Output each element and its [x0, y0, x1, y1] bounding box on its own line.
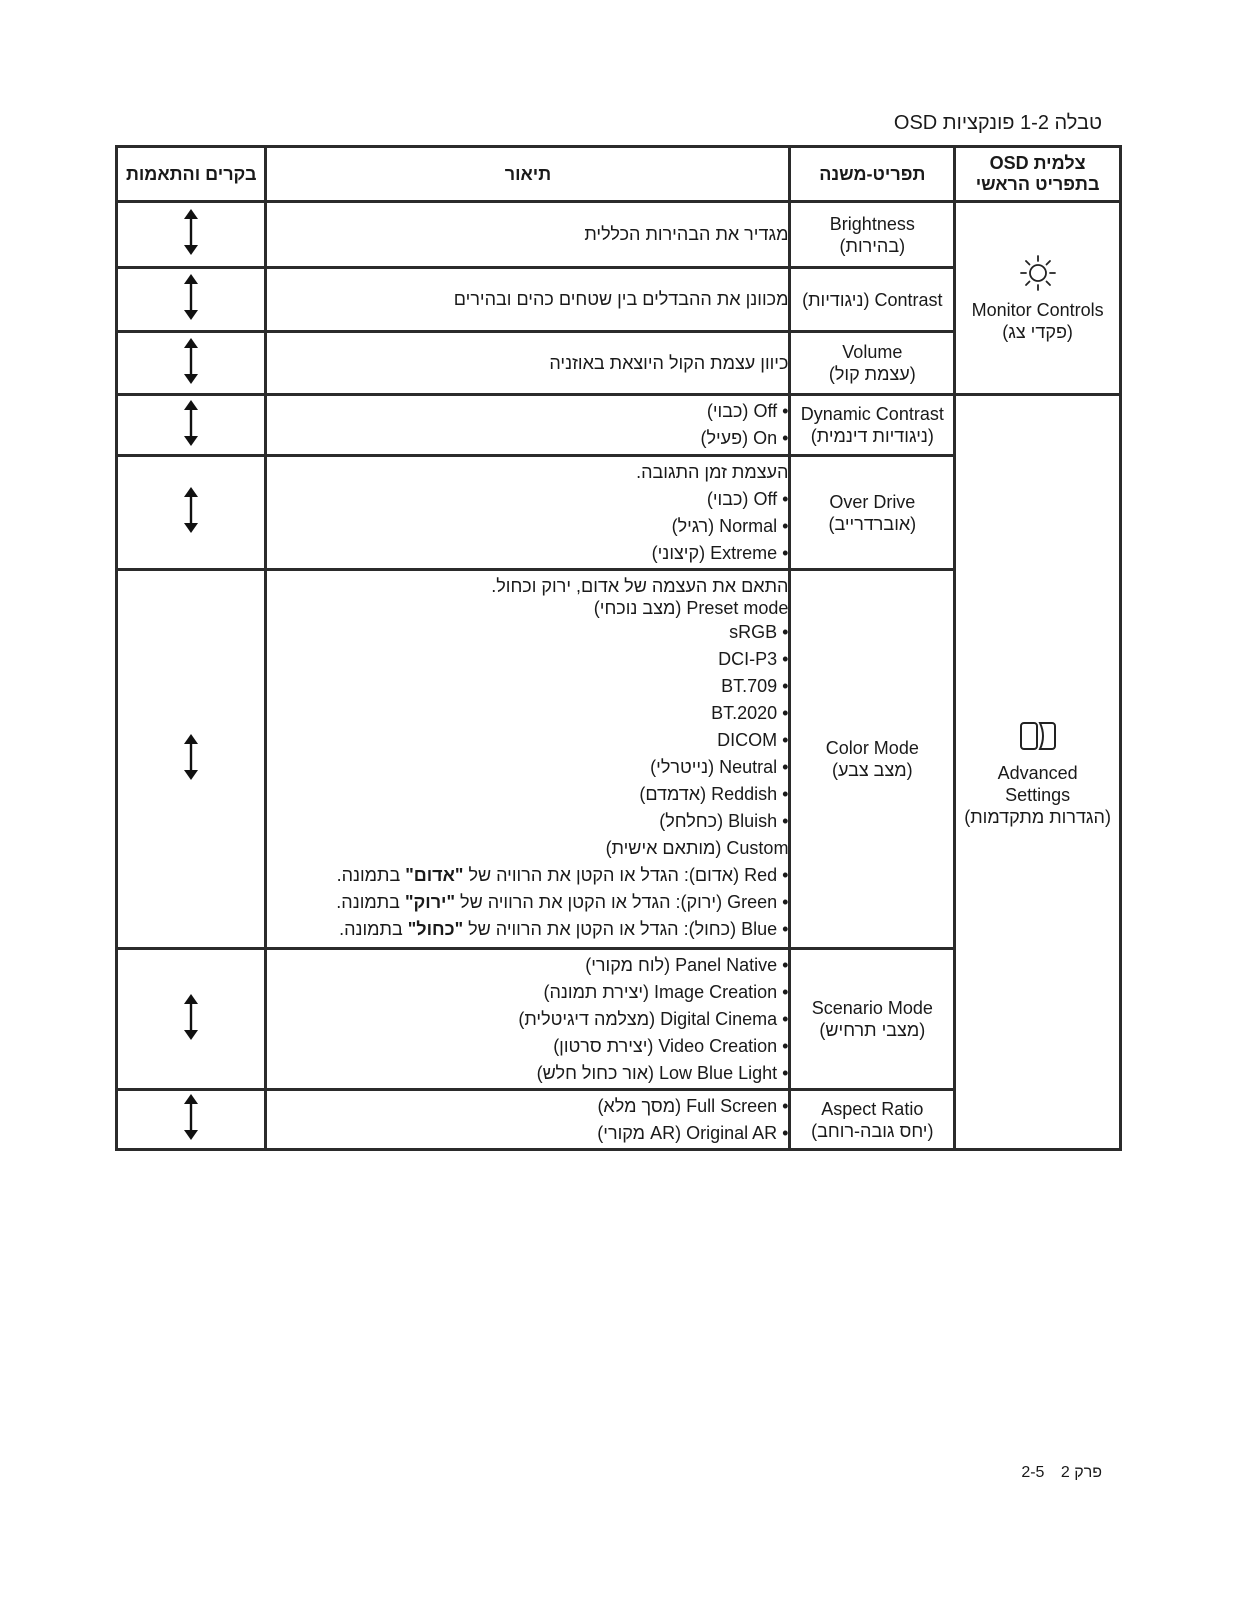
description-brightness — [266, 202, 790, 268]
control-volume — [117, 332, 266, 395]
control-color-mode — [117, 570, 266, 949]
footer-chapter: פרק 2 — [1060, 1464, 1102, 1481]
description-color-mode — [266, 570, 790, 949]
up-down-arrow-icon — [182, 1094, 200, 1140]
description-dynamic-contrast — [266, 395, 790, 456]
header-controls: בקרים והתאמות — [117, 147, 266, 202]
description-line: מגדיר את הבהירות הכללית — [584, 224, 789, 244]
submenu-dynamic-contrast — [790, 395, 955, 456]
description-line: העצמת זמן התגובה. — [636, 461, 789, 482]
table-header-row — [117, 147, 1121, 202]
submenu-aspect-ratio — [790, 1090, 955, 1150]
header-main-menu: צלמית OSD בתפריט הראשי — [955, 147, 1121, 202]
text: • Red (אדום): הגדל או הקטן את הרוויה של — [463, 865, 789, 885]
table-caption: טבלה 1-2 פונקציות OSD — [893, 112, 1102, 134]
text: בתמונה. — [336, 865, 406, 885]
submenu-name-en: Aspect Ratio — [821, 1098, 924, 1119]
description-contrast — [266, 268, 790, 332]
submenu-name-he: (בהירות) — [839, 235, 906, 256]
group-monitor-controls — [955, 202, 1121, 395]
description-line: • Extreme (קיצוני) — [651, 542, 789, 563]
description-line: • Off (כבוי) — [706, 488, 789, 509]
description-line: • Bluish (כחלחל) — [659, 811, 789, 831]
up-down-arrow-icon — [182, 734, 200, 780]
submenu-scenario-mode — [790, 949, 955, 1090]
control-aspect-ratio — [117, 1090, 266, 1150]
submenu-name-he: (עצמת קול) — [828, 364, 916, 384]
description-line: • Image Creation (יצירת תמונה) — [543, 981, 789, 1002]
description-line: • DCI-P3 — [718, 649, 789, 669]
sun-icon — [1018, 253, 1058, 293]
description-line: • Neutral (נייטרלי) — [650, 757, 789, 777]
submenu-brightness — [790, 202, 955, 268]
submenu-name-he: (מצב צבע) — [832, 760, 913, 780]
control-over-drive — [117, 456, 266, 570]
text: • Green (ירוק): הגדל או הקטן את הרוויה של — [455, 892, 789, 912]
advanced-settings-icon — [1018, 716, 1058, 756]
description-line-green — [267, 889, 788, 916]
submenu-name-en: Brightness — [829, 213, 915, 234]
submenu-name-he: (יחס גובה-רוחב) — [811, 1120, 934, 1141]
footer-page-number: 2-5 — [1021, 1464, 1045, 1481]
table-row — [117, 395, 1121, 456]
description-line: • Low Blue Light (אור כחול חלש) — [536, 1062, 789, 1083]
description-line: התאם את העצמה של אדום, ירוק וכחול. — [491, 576, 789, 596]
up-down-arrow-icon — [182, 400, 200, 446]
description-line: • BT.2020 — [711, 703, 789, 723]
description-line: • BT.709 — [721, 676, 789, 696]
description-line: כיוון עצמת הקול היוצאת באוזניה — [549, 352, 789, 373]
header-description: תיאור — [266, 147, 790, 202]
group-label-he: (פקדי צג) — [1002, 322, 1073, 342]
group-label-en: Advanced Settings — [997, 763, 1078, 805]
text: בתמונה. — [339, 919, 408, 939]
text: בתמונה. — [336, 892, 405, 912]
description-line: • Normal (רגיל) — [671, 515, 789, 536]
description-line: • Off (כבוי) — [706, 401, 789, 421]
submenu-name-en: Contrast — [874, 289, 943, 310]
submenu-color-mode — [790, 570, 955, 949]
submenu-name-he: (מצבי תרחיש) — [819, 1020, 926, 1040]
table-row — [117, 202, 1121, 268]
description-volume — [266, 332, 790, 395]
submenu-name-he: (ניגודיות) — [802, 289, 870, 310]
up-down-arrow-icon — [182, 209, 200, 255]
text: "כחול" — [407, 919, 464, 939]
submenu-over-drive — [790, 456, 955, 570]
submenu-name-en: Color Mode — [825, 738, 919, 758]
description-line: • Reddish (אדמדם) — [639, 784, 789, 804]
submenu-name-en: Over Drive — [829, 491, 916, 512]
description-over-drive — [266, 456, 790, 570]
submenu-name-he: (אוברדרייב) — [828, 513, 917, 534]
submenu-name-he: (ניגודיות דינמית) — [810, 426, 934, 446]
description-line: • On (פעיל) — [700, 428, 789, 448]
control-dynamic-contrast — [117, 395, 266, 456]
submenu-name-en: Volume — [842, 342, 903, 362]
description-line: • Full Screen (מסך מלא) — [597, 1095, 789, 1116]
description-line: Custom (מותאם אישית) — [605, 838, 789, 858]
description-scenario-mode — [266, 949, 790, 1090]
header-submenu: תפריט-משנה — [790, 147, 955, 202]
description-line: מכוונן את ההבדלים בין שטחים כהים ובהירים — [453, 289, 789, 309]
submenu-volume — [790, 332, 955, 395]
page-footer — [1009, 1464, 1102, 1482]
text: "ירוק" — [404, 892, 456, 912]
up-down-arrow-icon — [182, 274, 200, 320]
up-down-arrow-icon — [182, 338, 200, 384]
control-contrast — [117, 268, 266, 332]
description-aspect-ratio — [266, 1090, 790, 1150]
description-line-blue — [267, 916, 788, 943]
group-label-he: (הגדרות מתקדמות) — [964, 807, 1111, 827]
control-scenario-mode — [117, 949, 266, 1090]
control-brightness — [117, 202, 266, 268]
group-advanced-settings — [955, 395, 1121, 1150]
submenu-name-en: Dynamic Contrast — [800, 404, 944, 424]
description-line: • sRGB — [729, 622, 789, 642]
up-down-arrow-icon — [182, 487, 200, 533]
up-down-arrow-icon — [182, 994, 200, 1040]
submenu-name-en: Scenario Mode — [811, 998, 933, 1018]
submenu-contrast — [790, 268, 955, 332]
group-label-en: Monitor Controls — [971, 300, 1104, 320]
description-line: • Original AR (AR מקורי) — [597, 1122, 789, 1143]
text: • Blue (כחול): הגדל או הקטן את הרוויה של — [463, 919, 789, 939]
description-line: • DICOM — [717, 730, 789, 750]
description-line: • Panel Native (לוח מקורי) — [585, 954, 789, 975]
text: "אדום" — [405, 865, 464, 885]
osd-functions-table — [115, 145, 1122, 1151]
description-line: • Video Creation (יצירת סרטון) — [553, 1035, 789, 1056]
description-line-red — [267, 862, 788, 889]
description-line: • Digital Cinema (מצלמה דיגיטלית) — [518, 1008, 789, 1029]
description-line: Preset mode (מצב נוכחי) — [593, 598, 789, 618]
